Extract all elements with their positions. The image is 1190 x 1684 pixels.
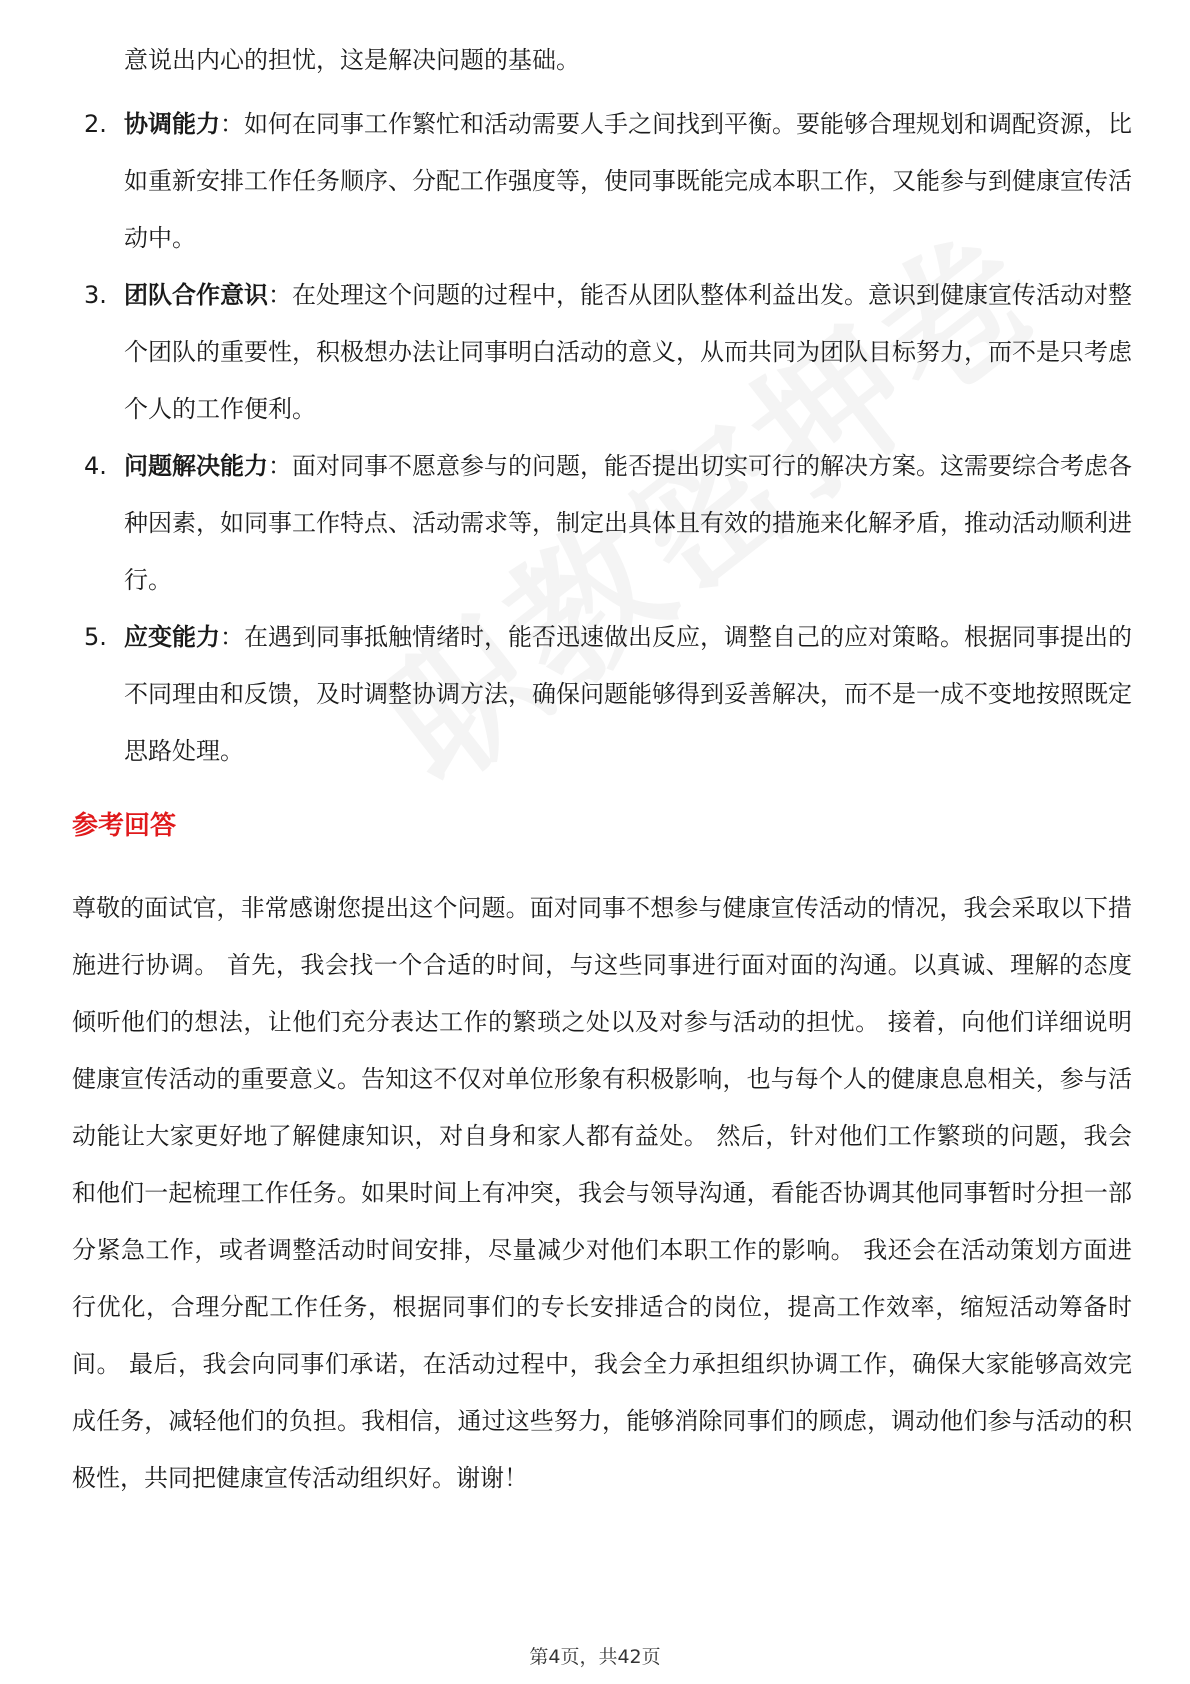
continuation-text: 意说出内心的担忧，这是解决问题的基础。 <box>124 46 580 74</box>
criteria-text: ：在遇到同事抵触情绪时，能否迅速做出反应，调整自己的应对策略。根据同事提出的不同理由和反馈，及时调整协调方法，确保问题能够得到妥善解决，而不是一成不变地按照既定思路处理。 <box>124 623 1132 765</box>
criteria-term: 协调能力 <box>124 110 220 138</box>
criteria-number: 5. <box>84 623 107 651</box>
criteria-term: 应变能力 <box>124 623 220 651</box>
reference-answer-title: 参考回答 <box>72 811 177 841</box>
criteria-number: 4. <box>84 452 107 480</box>
criteria-text: ：在处理这个问题的过程中，能否从团队整体利益出发。意识到健康宣传活动对整个团队的重要性，积极想办法让同事明白活动的意义，从而共同为团队目标努力，而不是只考虑个人的工作便利。 <box>124 281 1132 423</box>
reference-answer-body: 尊敬的面试官，非常感谢您提出这个问题。面对同事不想参与健康宣传活动的情况，我会采取以下措施进行协调。 首先，我会找一个合适的时间，与这些同事进行面对面的沟通。以真诚、理解的态度倾听他们的想法，让他们充分表达工作的繁琐之处以及对参与活动的担忧。 接着，向他们详细说明健康宣传活动的重要意义。告知这不仅对单位形象有积极影响，也与每个人的健康息息相关，参与活动能让大家更好地了解健康知识，对自身和家人都有益处。 然后，针对他们工作繁琐的问题，我会和他们一起梳理工作任务。如果时间上有冲突，我会与领导沟通，看能否协调其他同事暂时分担一部分紧急工作，或者调整活动时间安排，尽量减少对他们本职工作的影响。 我还会在活动策划方面进行优化，合理分配工作任务，根据同事们的专长安排适合的岗位，提高工作效率，缩短活动筹备时间。 最后，我会向同事们承诺，在活动过程中，我会全力承担组织协调工作，确保大家能够高效完成任务，减轻他们的负担。我相信，通过这些努力，能够消除同事们的顾虑，调动他们参与活动的积极性，共同把健康宣传活动组织好。谢谢！ <box>72 894 1132 1492</box>
criteria-term: 问题解决能力 <box>124 452 268 480</box>
criteria-item <box>72 609 1132 780</box>
criteria-number: 3. <box>84 281 107 309</box>
page-footer: 第4页，共42页 <box>529 1646 661 1668</box>
criteria-text: ：如何在同事工作繁忙和活动需要人手之间找到平衡。要能够合理规划和调配资源，比如重新安排工作任务顺序、分配工作强度等，使同事既能完成本职工作，又能参与到健康宣传活动中。 <box>124 110 1132 252</box>
criteria-item <box>72 267 1132 438</box>
criteria-text: ：面对同事不愿意参与的问题，能否提出切实可行的解决方案。这需要综合考虑各种因素，如同事工作特点、活动需求等，制定出具体且有效的措施来化解矛盾，推动活动顺利进行。 <box>124 452 1132 594</box>
criteria-list <box>72 96 1132 780</box>
criteria-item <box>72 96 1132 267</box>
criteria-number: 2. <box>84 110 107 138</box>
criteria-item <box>72 438 1132 609</box>
criteria-term: 团队合作意识 <box>124 281 268 309</box>
